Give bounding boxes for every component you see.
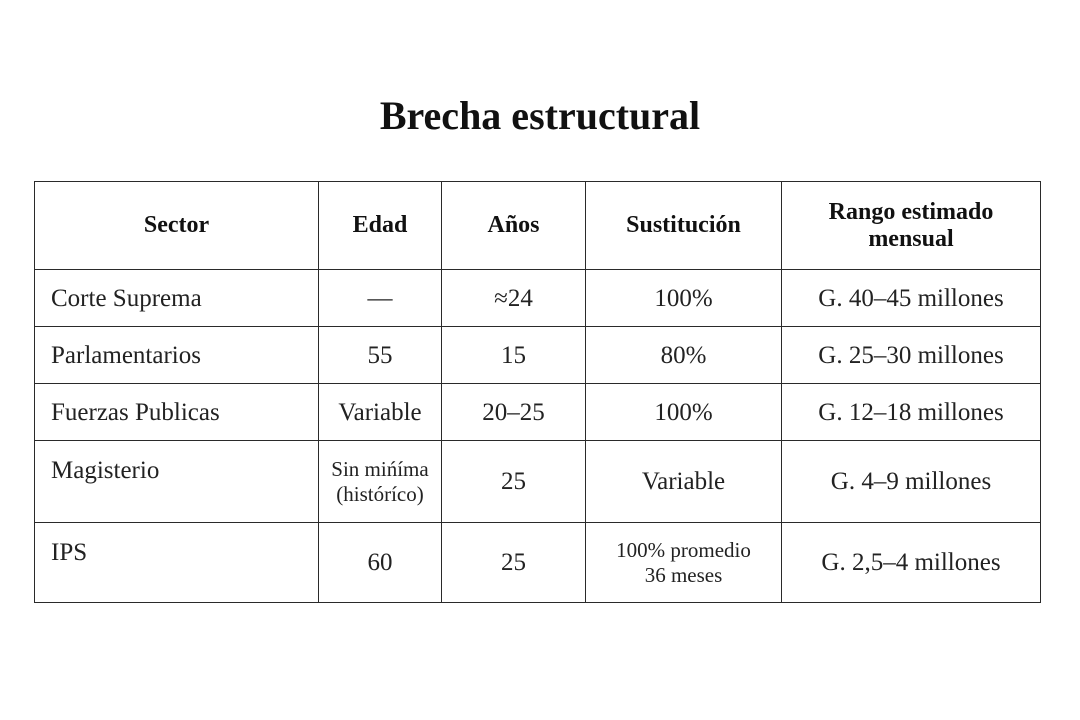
cell-sustitucion: 100% [586,384,782,441]
cell-sustitucion: 80% [586,327,782,384]
cell-anos: 25 [442,441,586,523]
header-rango-line1: Rango estimado [828,198,994,225]
cell-edad: 55 [319,327,442,384]
cell-sustitucion: Variable [586,441,782,523]
cell-rango: G. 2,5–4 millones [782,523,1041,603]
cell-sector: IPS [35,523,319,603]
cell-rango: G. 40–45 millones [782,270,1041,327]
table-row [35,384,1041,441]
cell-sector: Parlamentarios [35,327,319,384]
header-sustitucion: Sustitución [586,182,782,270]
cell-edad-line2: (históríco) [336,481,424,506]
comparison-table [34,181,1041,603]
header-edad: Edad [319,182,442,270]
table-row [35,441,1041,523]
cell-sector: Fuerzas Publicas [35,384,319,441]
cell-sustitucion-line1: 100% promedio [616,537,751,562]
table-header-row [35,182,1041,270]
cell-sustitucion: 100% [586,270,782,327]
page-title: Brecha estructural [379,93,701,138]
cell-anos: 25 [442,523,586,603]
cell-edad: — [319,270,442,327]
cell-rango: G. 4–9 millones [782,441,1041,523]
cell-sector: Magisterio [35,441,319,523]
cell-sector: Corte Suprema [35,270,319,327]
table-row [35,270,1041,327]
cell-edad: Variable [319,384,442,441]
cell-rango: G. 12–18 millones [782,384,1041,441]
cell-edad [319,441,442,523]
cell-edad-line1: Sin mińíma [331,456,429,481]
header-sector: Sector [35,182,319,270]
cell-edad: 60 [319,523,442,603]
table-row [35,327,1041,384]
cell-anos: ≈24 [442,270,586,327]
cell-anos: 20–25 [442,384,586,441]
table-row [35,523,1041,603]
cell-rango: G. 25–30 millones [782,327,1041,384]
cell-sustitucion [586,523,782,603]
header-anos: Años [442,182,586,270]
cell-sustitucion-line2: 36 meses [644,562,723,587]
cell-anos: 15 [442,327,586,384]
header-rango [782,182,1041,270]
header-rango-line2: mensual [868,225,954,252]
